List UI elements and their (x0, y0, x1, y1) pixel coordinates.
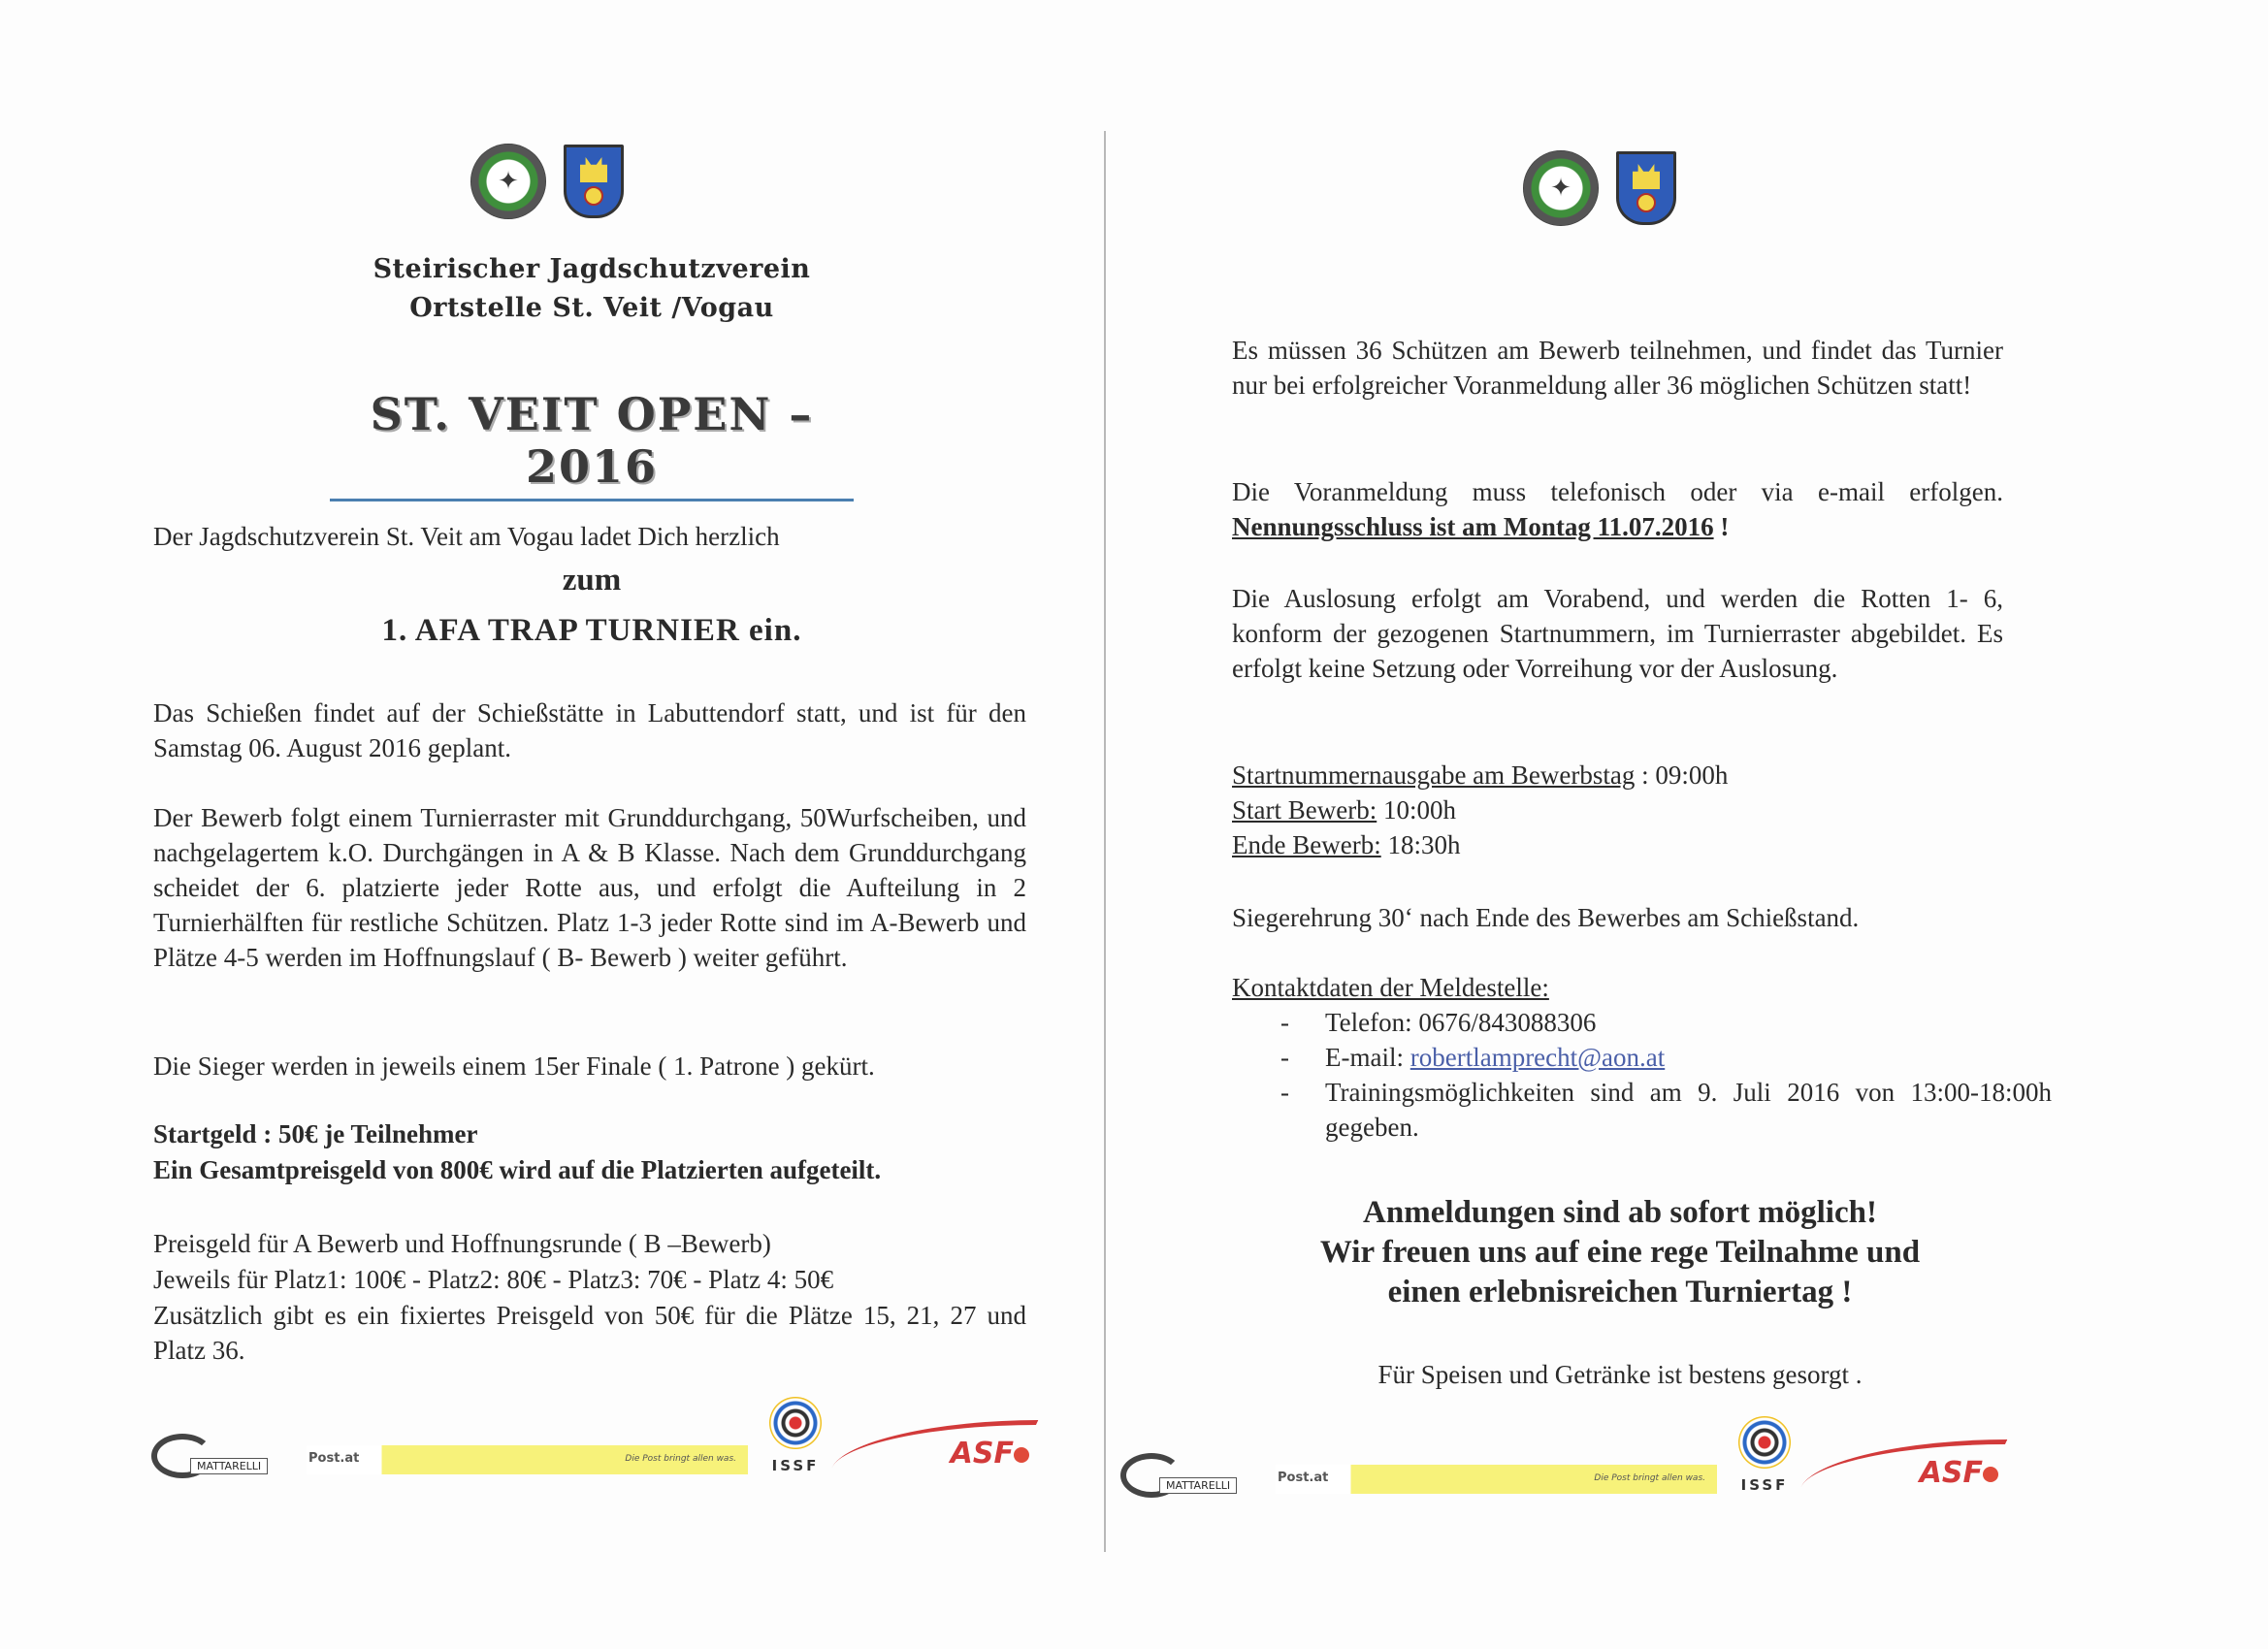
asf-dot-icon (1983, 1467, 1998, 1482)
post-label: Post.at (1278, 1471, 1329, 1485)
finals-paragraph: Die Sieger werden in jeweils einem 15er Finale ( 1. Patrone ) gekürt. (153, 1051, 875, 1081)
contact-phone: - Telefon: 0676/843088306 (1280, 1005, 2052, 1040)
contact-heading: Kontaktdaten der Meldestelle: (1232, 973, 1549, 1002)
issf-logo (1727, 1416, 1802, 1494)
post-slogan: Die Post bringt allen was. (625, 1454, 736, 1464)
post-logo (1276, 1465, 1717, 1494)
schedule-value: : 09:00h (1635, 760, 1729, 790)
page-title: ST. VEIT OPEN – 2016 (370, 388, 814, 493)
contact-email (1280, 1040, 2052, 1075)
asf-label: ASF (1919, 1456, 1983, 1490)
registration-paragraph (1232, 474, 2003, 544)
mattarelli-logo (151, 1430, 297, 1474)
participants-paragraph: Es müssen 36 Schützen am Bewerb teilnehmen, und findet das Turnier nur bei erfolgreicher Voranmeldung aller 36 möglichen Schützen statt! (1232, 336, 2003, 400)
issf-label: ISSF (1740, 1476, 1789, 1494)
issf-logo (758, 1397, 833, 1474)
contact-training: - Trainingsmöglichkeiten sind am 9. Juli 2016 von 13:00-18:00h gegeben. (1280, 1075, 2052, 1145)
schedule-start-numbers (1232, 758, 2003, 792)
mattarelli-logo (1120, 1449, 1266, 1494)
prize-heading: Preisgeld für A Bewerb und Hoffnungsrunde ( B –Bewerb) (153, 1229, 771, 1258)
zum-text: zum (562, 563, 622, 598)
registration-deadline: Nennungsschluss ist am Montag 11.07.2016 (1232, 512, 1714, 541)
draw-paragraph: Die Auslosung erfolgt am Vorabend, und werden die Rotten 1- 6, konform der gezogenen Startnummern, im Turnierraster abgebildet. Es erfolgt keine Setzung oder Vorreihung vor der Auslosung. (1232, 584, 2003, 683)
prize-pool: Ein Gesamtpreisgeld von 800€ wird auf die Platzierten aufgeteilt. (153, 1155, 882, 1184)
intro-text: Der Jagdschutzverein St. Veit am Vogau ladet Dich herzlich (153, 522, 780, 551)
header-emblems (470, 144, 624, 219)
schedule-end (1232, 827, 2003, 862)
schedule-start (1232, 792, 2003, 827)
schedule-label: Start Bewerb: (1232, 795, 1377, 824)
association-name: Steirischer Jagdschutzverein (373, 254, 811, 284)
issf-label: ISSF (771, 1457, 820, 1474)
entry-fee: Startgeld : 50€ je Teilnehmer (153, 1119, 478, 1148)
registration-text: Die Voranmeldung muss telefonisch oder via e-mail erfolgen. (1232, 477, 2003, 506)
closing-line-1: Anmeldungen sind ab sofort möglich! (1363, 1195, 1877, 1230)
registration-end: ! (1713, 512, 1730, 541)
award-ceremony: Siegerehrung 30‘ nach Ende des Bewerbes am Schießstand. (1232, 903, 1860, 932)
prize-fixed: Zusätzlich gibt es ein fixiertes Preisgeld von 50€ für die Plätze 15, 21, 27 und Platz 36. (153, 1301, 1026, 1365)
schedule-label: Ende Bewerb: (1232, 830, 1381, 859)
email-label: E-mail: (1325, 1043, 1410, 1072)
page-divider (1104, 131, 1106, 1552)
hunting-association-seal-icon: ✦ (1523, 150, 1599, 226)
closing-line-2: Wir freuen uns auf eine rege Teilnahme und (1319, 1235, 1921, 1270)
schedule-label: Startnummernausgabe am Bewerbstag (1232, 760, 1636, 790)
asf-label: ASF (950, 1437, 1014, 1471)
schedule-value: 18:30h (1380, 830, 1461, 859)
post-logo (307, 1445, 748, 1474)
asf-logo (843, 1416, 1037, 1474)
event-name: 1. AFA TRAP TURNIER ein. (381, 613, 802, 648)
issf-target-icon (769, 1397, 822, 1449)
email-link[interactable]: robertlamprecht@aon.at (1409, 1043, 1666, 1072)
mattarelli-label: MATTARELLI (190, 1458, 268, 1474)
sponsor-bar-right (1120, 1416, 2006, 1494)
post-label: Post.at (308, 1451, 360, 1466)
sponsor-bar (151, 1397, 1037, 1474)
title-block (330, 388, 854, 501)
header-emblems-right (1523, 150, 1676, 226)
mattarelli-label: MATTARELLI (1159, 1477, 1237, 1494)
food-note: Für Speisen und Getränke ist bestens gesorgt . (1377, 1360, 1863, 1389)
municipal-coat-of-arms-icon (564, 145, 624, 218)
format-paragraph: Der Bewerb folgt einem Turnierraster mit Grunddurchgang, 50Wurfscheiben, und nachgelagertem k.O. Durchgängen in A & B Klasse. Nach dem Grunddurchgang scheidet der 6. platzierte jeder Rotte aus, und erfolgt die Aufteilung in 2 Turnierhälften für restliche Schützen. Platz 1-3 jeder Rotte sind im A-Bewerb und Plätze 4-5 werden im Hoffnungslauf ( B- Bewerb ) weiter geführt. (153, 803, 1026, 972)
hunting-association-seal-icon: ✦ (470, 144, 546, 219)
prize-places: Jeweils für Platz1: 100€ - Platz2: 80€ - Platz3: 70€ - Platz 4: 50€ (153, 1265, 834, 1294)
asf-logo (1812, 1436, 2006, 1494)
association-branch: Ortstelle St. Veit /Vogau (409, 293, 774, 323)
contact-list (1232, 1005, 2052, 1145)
municipal-coat-of-arms-icon (1616, 151, 1676, 225)
title-underline (330, 499, 854, 501)
issf-target-icon (1738, 1416, 1791, 1469)
post-slogan: Die Post bringt allen was. (1594, 1473, 1705, 1483)
asf-dot-icon (1014, 1447, 1029, 1463)
closing-line-3: einen erlebnisreichen Turniertag ! (1387, 1275, 1853, 1310)
schedule-value: 10:00h (1377, 795, 1456, 824)
venue-date-paragraph: Das Schießen findet auf der Schießstätte in Labuttendorf statt, und ist für den Samstag 06. August 2016 geplant. (153, 698, 1026, 762)
